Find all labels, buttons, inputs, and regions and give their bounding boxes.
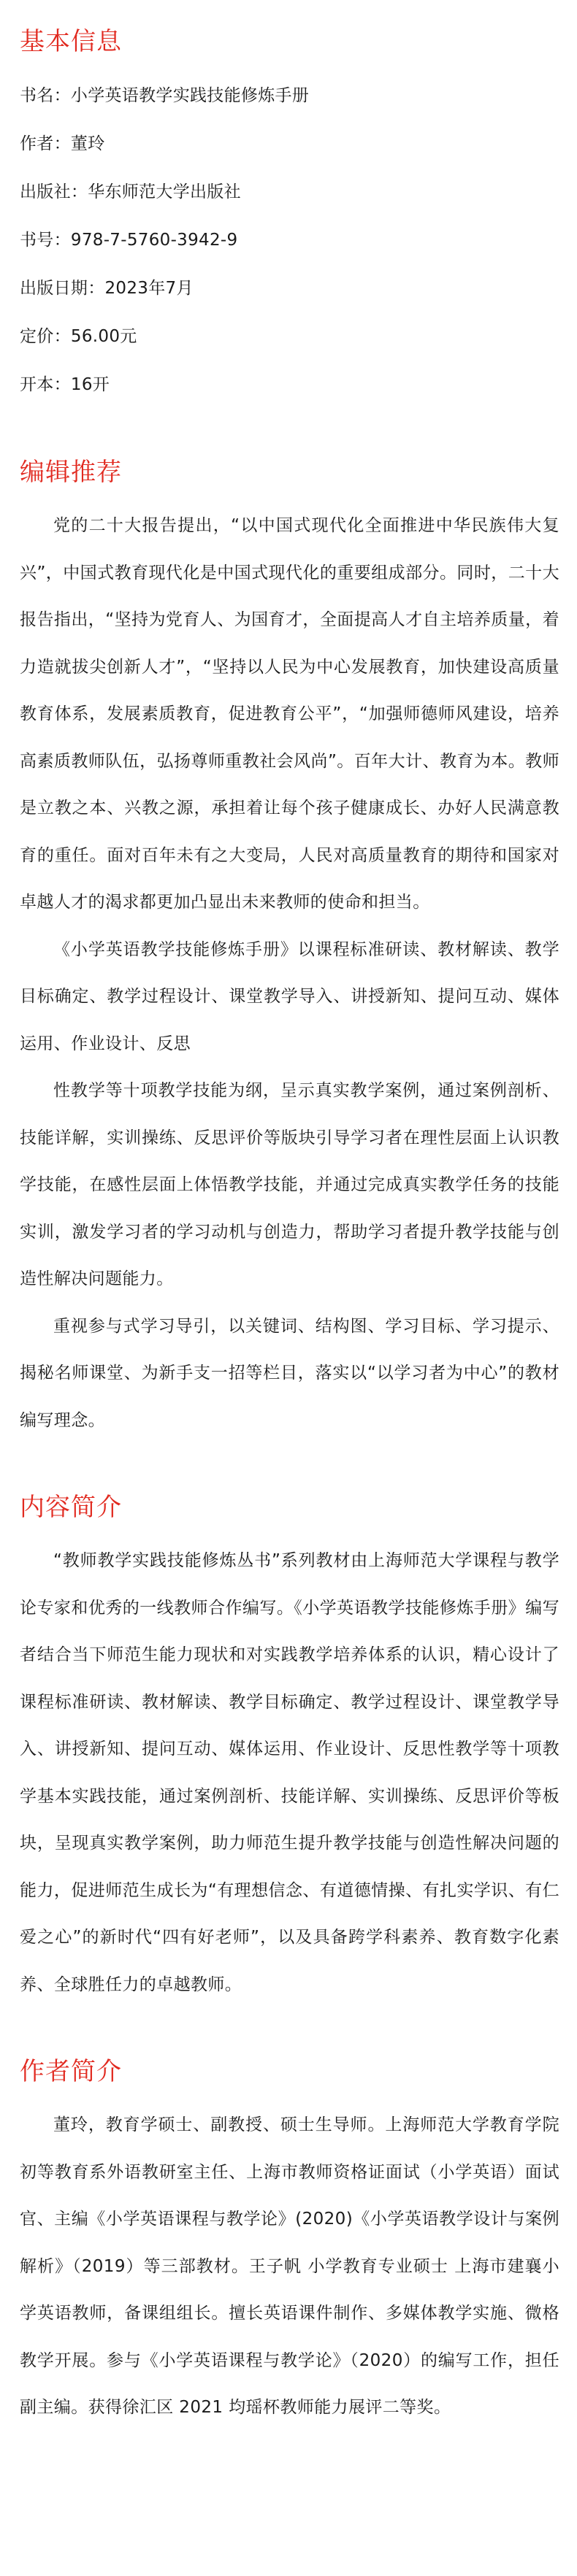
info-label: 书号： bbox=[20, 231, 71, 250]
paragraph: 重视参与式学习导引，以关键词、结构图、学习目标、学习提示、揭秘名师课堂、为新手支一招等栏目，落实以“以学习者为中心”的教材编写理念。 bbox=[20, 1316, 559, 1430]
info-line-pub-date bbox=[20, 264, 559, 312]
paragraph: 董玲，教育学硕士、副教授、硕士生导师。上海师范大学教育学院初等教育系外语教研室主任、上海市教师资格证面试（小学英语）面试官、主编《小学英语课程与教学论》(2020)《小学英语教学设计与案例解析》（2019）等三部教材。王子帆 小学教育专业硕士 上海市建襄小学英语教师，备课组组长。擅长英语课件制作、多媒体教学实施、微格教学开展。参与《小学英语课程与教学论》（2020）的编写工作，担任副主编。获得徐汇区 2021 均瑶杯教师能力展评二等奖。 bbox=[20, 2115, 559, 2417]
info-label: 开本： bbox=[20, 375, 71, 394]
editor-recommendation-section bbox=[20, 451, 559, 1444]
paragraph: 性教学等十项教学技能为纲，呈示真实教学案例，通过案例剖析、技能详解，实训操练、反思评价等版块引导学习者在理性层面上认识教学技能，在感性层面上体悟教学技能，并通过完成真实教学任务的技能实训，激发学习者的学习动机与创造力，帮助学习者提升教学技能与创造性解决问题能力。 bbox=[20, 1081, 559, 1288]
section-title-editor-recommendation: 编辑推荐 bbox=[20, 458, 122, 487]
info-line-isbn bbox=[20, 216, 559, 264]
info-label: 作者： bbox=[20, 134, 71, 153]
author-intro-section bbox=[20, 2050, 559, 2431]
content-summary-section bbox=[20, 1486, 559, 2008]
info-label: 出版社： bbox=[20, 182, 88, 201]
info-label: 定价： bbox=[20, 327, 71, 346]
info-value-publisher: 华东师范大学出版社 bbox=[88, 182, 241, 201]
info-line-title bbox=[20, 72, 559, 120]
info-line-publisher bbox=[20, 168, 559, 216]
section-title-author-intro: 作者简介 bbox=[20, 2057, 122, 2086]
info-value-format: 16开 bbox=[70, 375, 110, 394]
info-label: 出版日期： bbox=[20, 279, 105, 298]
info-value-author: 董玲 bbox=[70, 134, 105, 153]
info-value-price: 56.00元 bbox=[70, 327, 137, 346]
info-value-pub-date: 2023年7月 bbox=[104, 279, 194, 298]
info-line-author bbox=[20, 120, 559, 168]
info-line-price bbox=[20, 312, 559, 361]
paragraph: 《小学英语教学技能修炼手册》以课程标准研读、教材解读、教学目标确定、教学过程设计、课堂教学导入、讲授新知、提问互动、媒体运用、作业设计、反思 bbox=[20, 939, 559, 1053]
paragraph: “教师教学实践技能修炼丛书”系列教材由上海师范大学课程与教学论专家和优秀的一线教师合作编写。《小学英语教学技能修炼手册》编写者结合当下师范生能力现状和对实践教学培养体系的认识，精心设计了课程标准研读、教材解读、教学目标确定、教学过程设计、课堂教学导入、讲授新知、提问互动、媒体运用、作业设计、反思性教学等十项教学基本实践技能，通过案例剖析、技能详解、实训操练、反思评价等板块，呈现真实教学案例，助力师范生提升教学技能与创造性解决问题的能力，促进师范生成长为“有理想信念、有道德情操、有扎实学识、有仁爱之心”的新时代“四有好老师”，以及具备跨学科素养、教育数字化素养、全球胜任力的卓越教师。 bbox=[20, 1551, 559, 1994]
paragraph: 党的二十大报告提出，“以中国式现代化全面推进中华民族伟大复兴”，中国式教育现代化是中国式现代化的重要组成部分。同时，二十大报告指出，“坚持为党育人、为国育才，全面提高人才自主培养质量，着力造就拔尖创新人才”，“坚持以人民为中心发展教育，加快建设高质量教育体系，发展素质教育，促进教育公平”，“加强师德师风建设，培养高素质教师队伍，弘扬尊师重教社会风尚”。百年大计、教育为本。教师是立教之本、兴教之源，承担着让每个孩子健康成长、办好人民满意教育的重任。面对百年未有之大变局，人民对高质量教育的期待和国家对卓越人才的渴求都更加凸显出未来教师的使命和担当。 bbox=[20, 516, 559, 912]
section-title-content-summary: 内容简介 bbox=[20, 1493, 122, 1522]
info-label: 书名： bbox=[20, 86, 71, 105]
info-line-format bbox=[20, 361, 559, 409]
basic-info-section bbox=[20, 20, 559, 409]
info-value-book-title: 小学英语教学实践技能修炼手册 bbox=[70, 86, 310, 105]
section-title-basic-info: 基本信息 bbox=[20, 27, 122, 56]
info-value-isbn: 978-7-5760-3942-9 bbox=[70, 231, 238, 250]
